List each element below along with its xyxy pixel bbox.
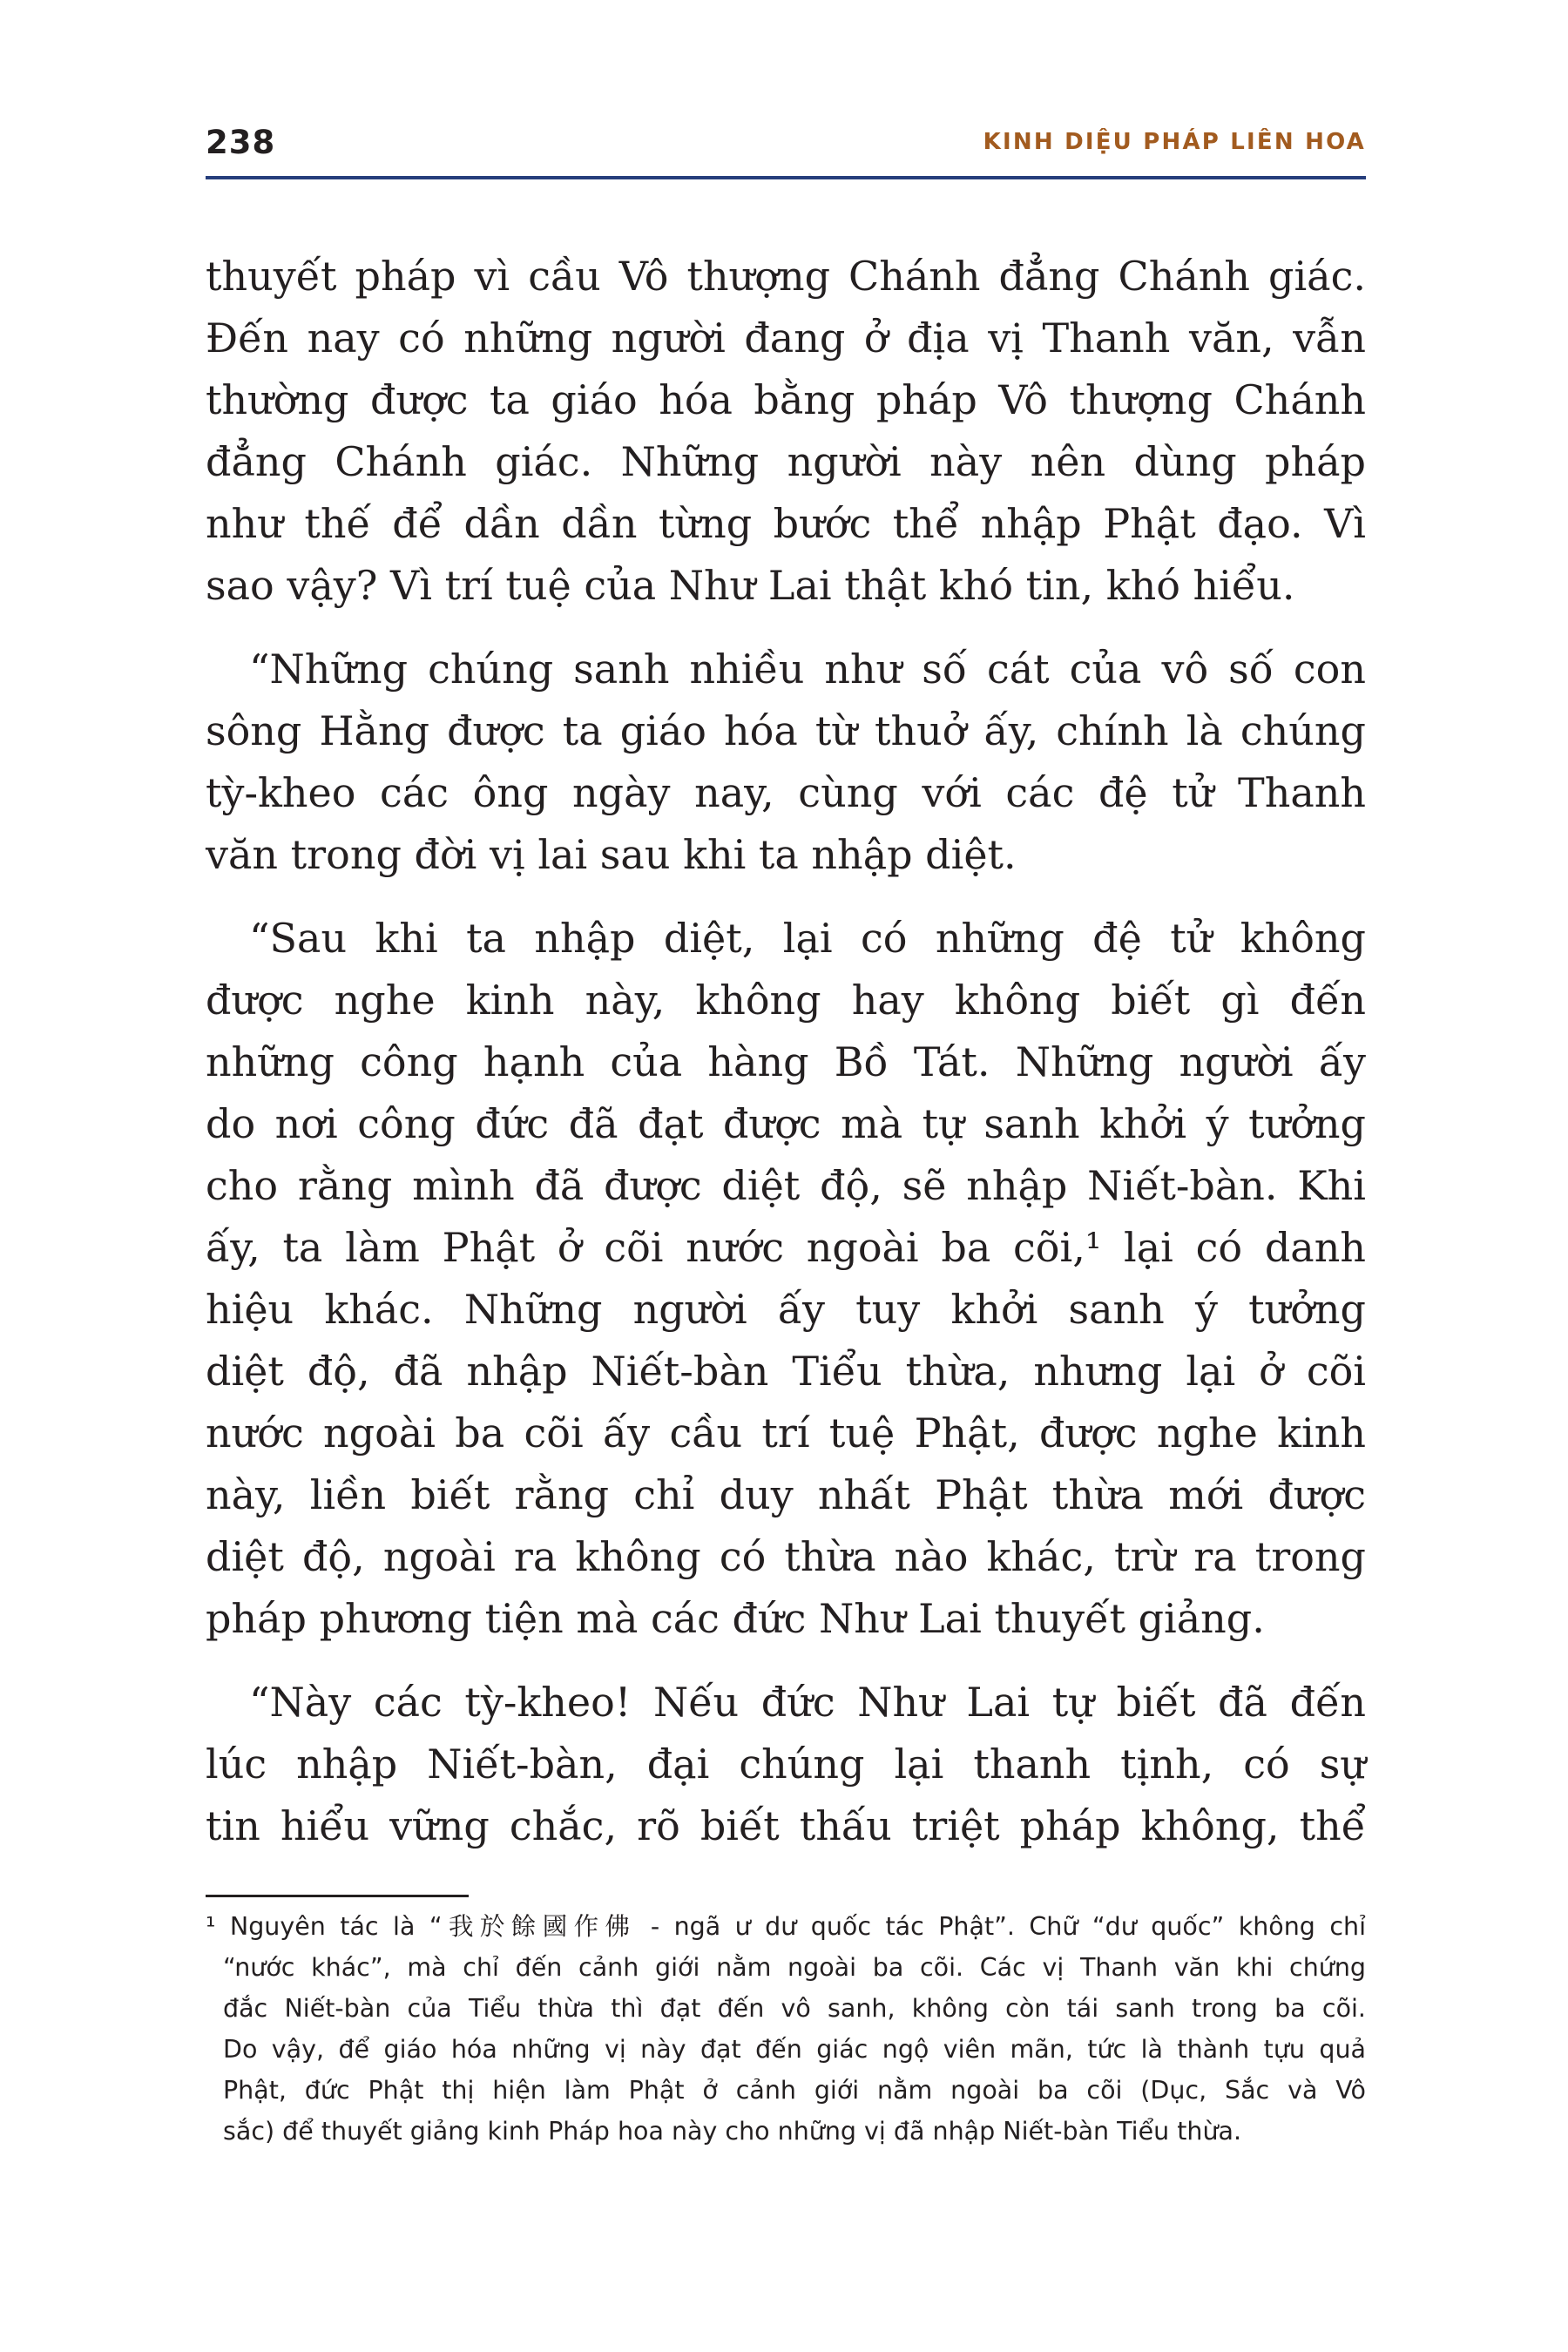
footnote-line: Do vậy, để giáo hóa những vị này đạt đến giác ngộ viên mãn, tức là thành tựu quả xyxy=(223,2035,1366,2064)
text-line: thường được ta giáo hóa bằng pháp Vô thượng Chánh xyxy=(206,376,1366,423)
paragraph xyxy=(206,1672,1366,1857)
running-title: KINH DIỆU PHÁP LIÊN HOA xyxy=(983,129,1366,155)
text-line: diệt độ, đã nhập Niết-bàn Tiểu thừa, nhưng lại ở cõi xyxy=(206,1348,1366,1395)
text-line: sông Hằng được ta giáo hóa từ thuở ấy, chính là chúng xyxy=(206,707,1366,754)
footnote-line: đắc Niết-bàn của Tiểu thừa thì đạt đến vô sanh, không còn tái sanh trong ba cõi. xyxy=(223,1994,1366,2023)
text-line: như thế để dần dần từng bước thể nhập Phật đạo. Vì xyxy=(206,500,1366,547)
text-line: được nghe kinh này, không hay không biết gì đến xyxy=(206,977,1366,1024)
footnote-rule xyxy=(206,1895,469,1897)
text-line: hiệu khác. Những người ấy tuy khởi sanh ý tưởng xyxy=(206,1286,1366,1333)
text-line: tỳ-kheo các ông ngày nay, cùng với các đệ tử Thanh xyxy=(206,769,1366,816)
text-line: tin hiểu vững chắc, rõ biết thấu triệt pháp không, thể xyxy=(206,1802,1366,1849)
text-line: những công hạnh của hàng Bồ Tát. Những người ấy xyxy=(206,1038,1366,1085)
text-line: văn trong đời vị lai sau khi ta nhập diệt. xyxy=(206,831,1017,878)
text-line: “Này các tỳ-kheo! Nếu đức Như Lai tự biết đã đến xyxy=(249,1679,1366,1726)
text-line: sao vậy? Vì trí tuệ của Như Lai thật khó tin, khó hiểu. xyxy=(206,562,1295,609)
text-line: lúc nhập Niết-bàn, đại chúng lại thanh tịnh, có sự xyxy=(206,1740,1366,1788)
text-line: ấy, ta làm Phật ở cõi nước ngoài ba cõi,¹ lại có danh xyxy=(206,1224,1366,1271)
text-line: “Sau khi ta nhập diệt, lại có những đệ tử không xyxy=(249,915,1366,962)
paragraph xyxy=(206,639,1366,886)
text-line: do nơi công đức đã đạt được mà tự sanh khởi ý tưởng xyxy=(206,1100,1366,1147)
paragraph-gap xyxy=(206,1650,1366,1672)
footnote-line: “nước khác”, mà chỉ đến cảnh giới nằm ngoài ba cõi. Các vị Thanh văn khi chứng xyxy=(223,1953,1366,1982)
text-line: cho rằng mình đã được diệt độ, sẽ nhập Niết-bàn. Khi xyxy=(206,1162,1366,1209)
text-line: thuyết pháp vì cầu Vô thượng Chánh đẳng Chánh giác. xyxy=(206,253,1366,300)
paragraph-gap xyxy=(206,617,1366,639)
text-line: đẳng Chánh giác. Những người này nên dùng pháp xyxy=(206,438,1366,485)
page-header xyxy=(206,122,1366,178)
text-line: diệt độ, ngoài ra không có thừa nào khác, trừ ra trong xyxy=(206,1533,1366,1580)
footnote-line: sắc) để thuyết giảng kinh Pháp hoa này cho những vị đã nhập Niết-bàn Tiểu thừa. xyxy=(223,2117,1242,2146)
text-line: pháp phương tiện mà các đức Như Lai thuyết giảng. xyxy=(206,1595,1265,1642)
page-number: 238 xyxy=(206,124,276,161)
main-text xyxy=(206,246,1366,1857)
text-line: này, liền biết rằng chỉ duy nhất Phật thừa mới được xyxy=(206,1471,1366,1518)
text-line: Đến nay có những người đang ở địa vị Thanh văn, vẫn xyxy=(206,314,1366,362)
paragraph xyxy=(206,246,1366,617)
footnote-line: ¹ Nguyên tác là “我於餘國作佛 - ngã ư dư quốc tác Phật”. Chữ “dư quốc” không chỉ xyxy=(206,1912,1366,1941)
text-line: nước ngoài ba cõi ấy cầu trí tuệ Phật, được nghe kinh xyxy=(206,1409,1366,1456)
footnote xyxy=(206,1906,1366,2152)
paragraph-gap xyxy=(206,886,1366,908)
footnote-line: Phật, đức Phật thị hiện làm Phật ở cảnh giới nằm ngoài ba cõi (Dục, Sắc và Vô xyxy=(223,2076,1366,2105)
header-rule xyxy=(206,176,1366,179)
paragraph xyxy=(206,908,1366,1650)
text-line: “Những chúng sanh nhiều như số cát của vô số con xyxy=(249,645,1366,693)
